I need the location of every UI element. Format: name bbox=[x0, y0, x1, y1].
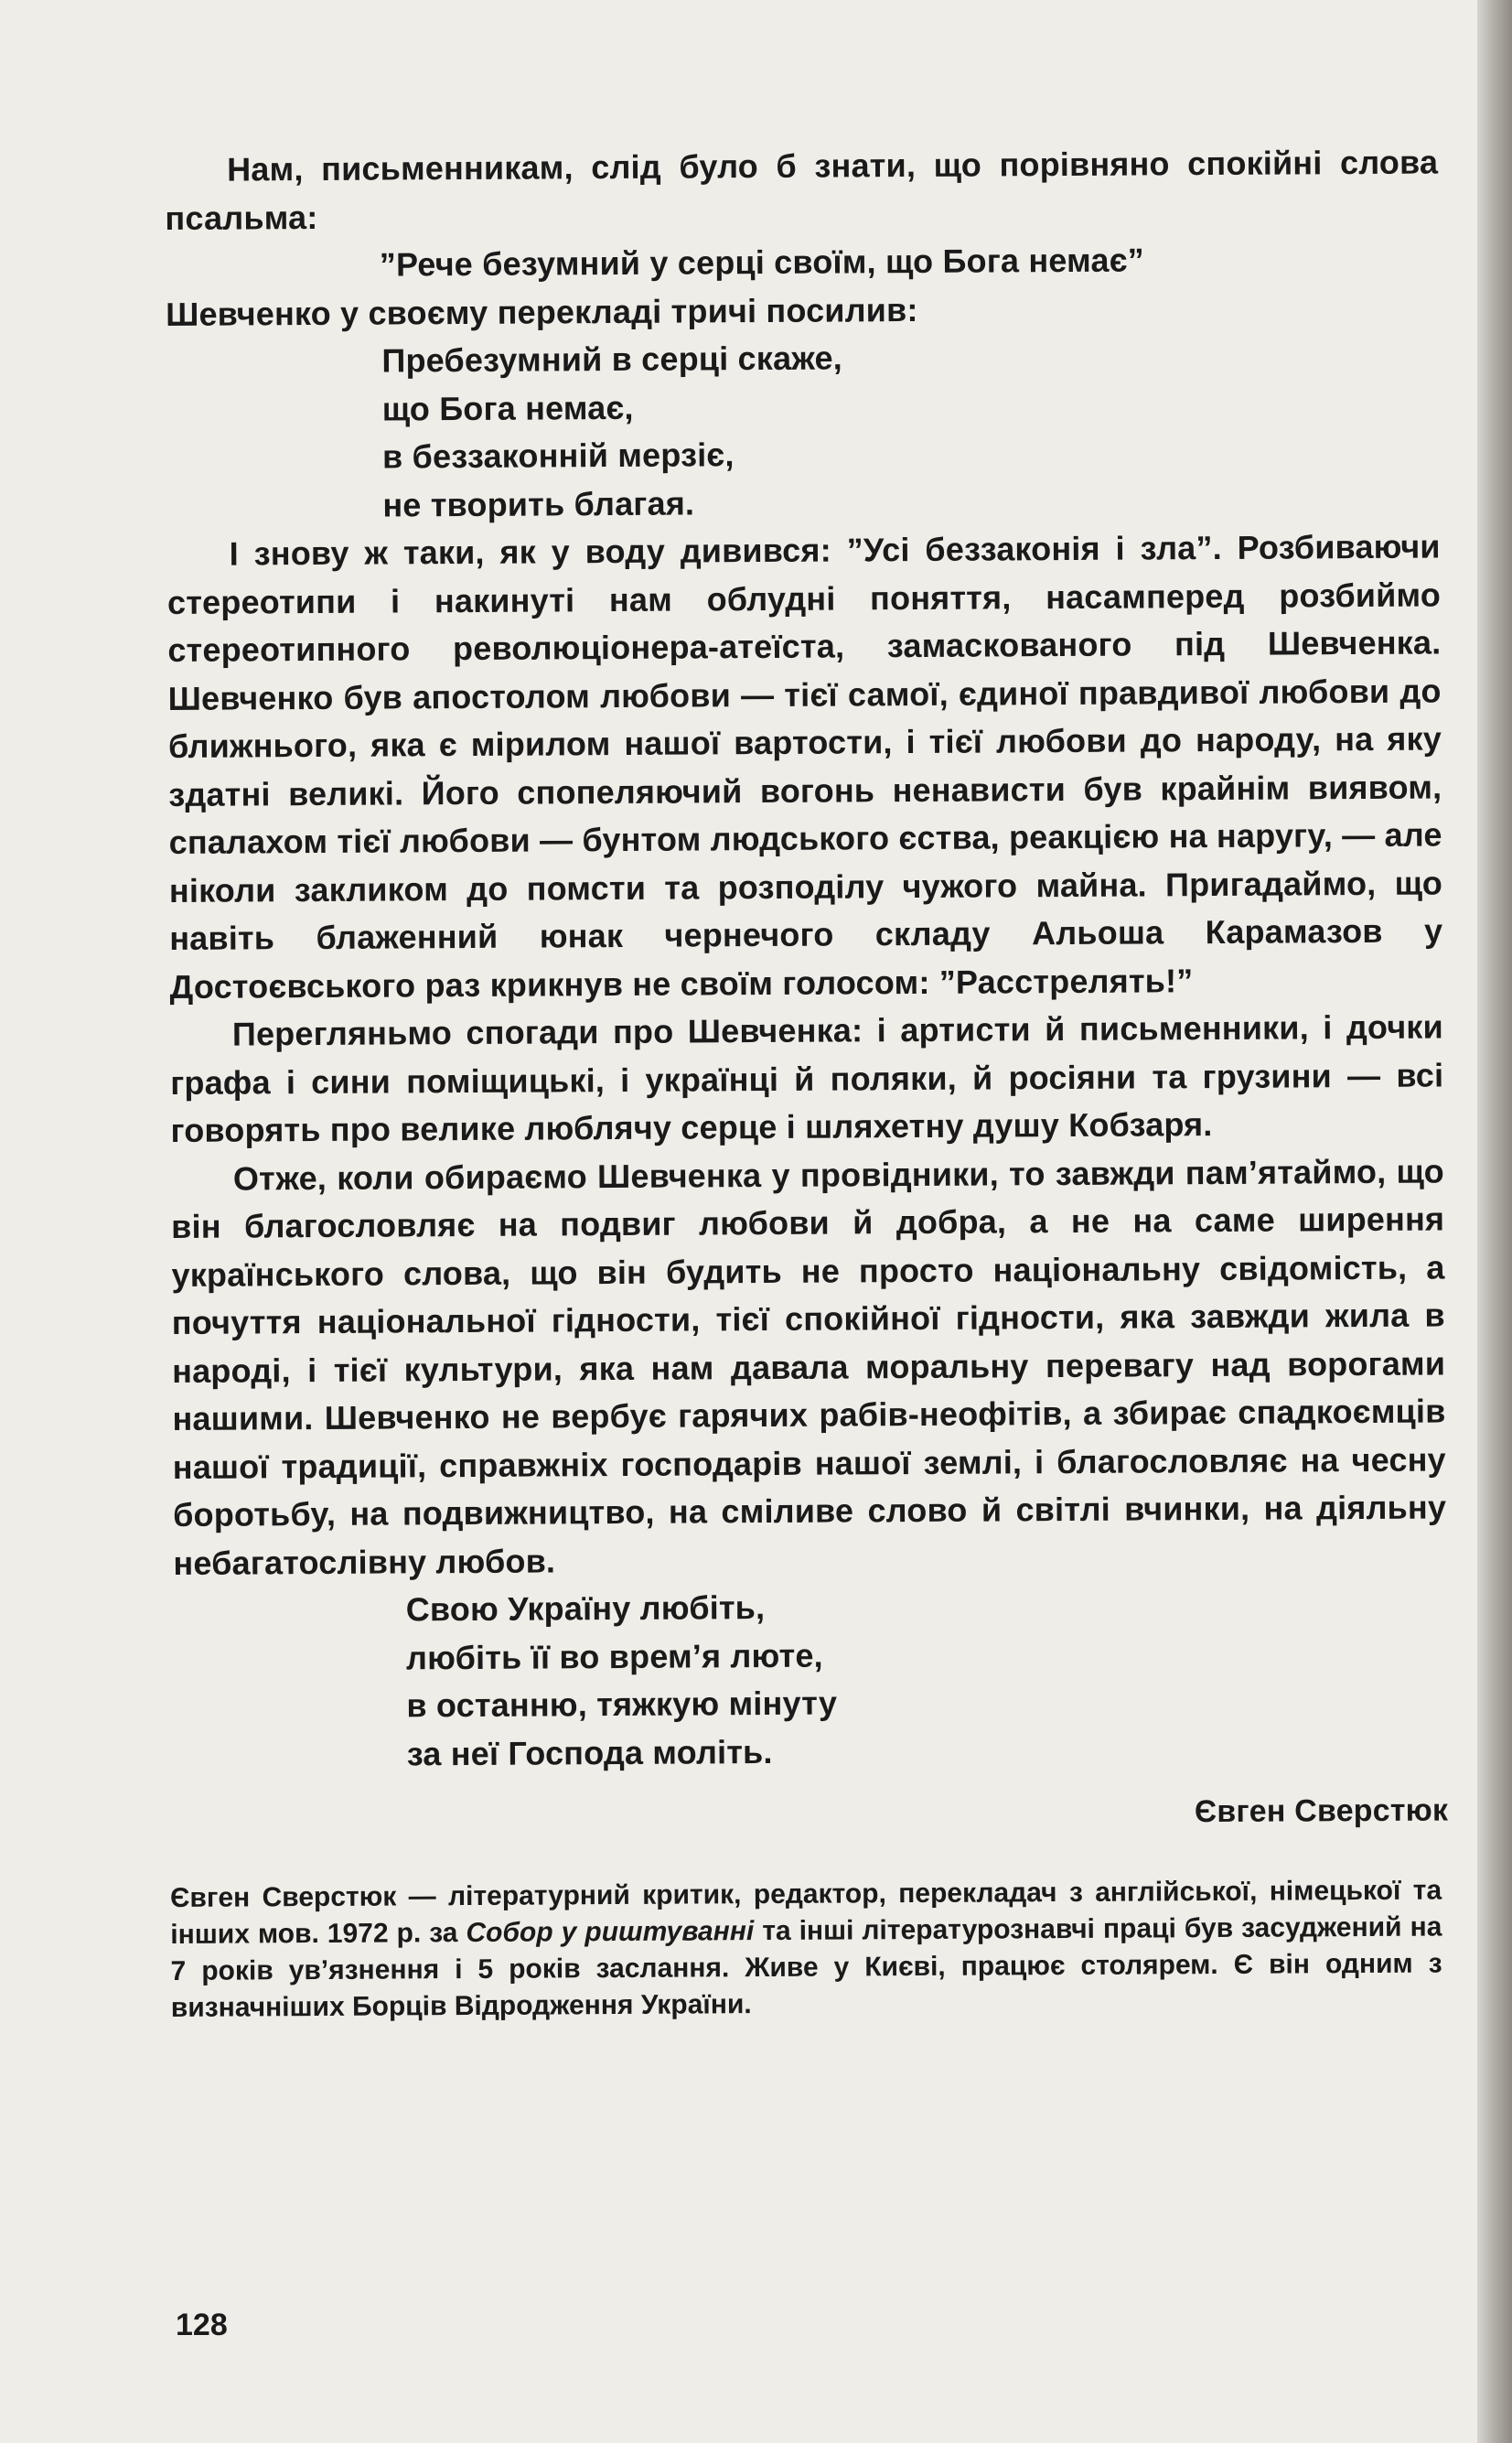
poem-line: в беззаконній мерзіє, bbox=[381, 436, 735, 476]
poem-line: Пребезумний в серці скаже, bbox=[381, 339, 843, 380]
poem-excerpt-1 bbox=[166, 330, 1440, 530]
poem-line: за неї Господа моліть. bbox=[406, 1732, 773, 1772]
poem-line: що Бога немає, bbox=[381, 388, 634, 428]
paragraph-after-quote: Шевченко у своєму перекладі тричі посилив: bbox=[165, 290, 918, 333]
paragraph-intro: Нам, письменникам, слід було б знати, що порівняно спокійні слова псальма: bbox=[165, 143, 1439, 237]
poem-excerpt-2 bbox=[174, 1579, 1448, 1779]
author-signature: Євген Сверстюк bbox=[1194, 1792, 1449, 1830]
poem-line: в останню, тяжкую мінуту bbox=[406, 1684, 838, 1725]
poem-line: не творить благая. bbox=[382, 483, 695, 524]
author-footnote bbox=[170, 1873, 1442, 2027]
paragraph-4: Отже, коли обираємо Шевченка у провідники, то завжди пам’ятаймо, що він благословляє на подвиг любови й добра, а не на саме ширення українського слова, що він будить не просто національну свідомість, а почуття національної гідности, тієї спокійної гідности, яка завжди жила в народі, і тієї культури, яка нам давала моральну перевагу над ворогами нашими. Шевченко не вербує гарячих рабів-неофітів, а збирає спадкоємців нашої традиції, справжніх господарів нашої землі, і благословляє на чесну боротьбу, на подвижництво, на сміливе слово й світлі вчинки, на діяльну небагатослівну любов. bbox=[171, 1151, 1447, 1582]
page-number: 128 bbox=[176, 2308, 228, 2342]
main-text bbox=[165, 138, 1448, 1842]
footnote-book-title: Собор у риштуванні bbox=[466, 1916, 755, 1949]
poem-line: Свою Україну любіть, bbox=[405, 1588, 766, 1629]
footnote-text-1: Євген Сверстюк — літературний критик, редактор, перекладач з англійської, німецької та інших мов. 1972 р. за bbox=[170, 1875, 1442, 1950]
paragraph-3: Перегляньмо спогади про Шевченка: і артисти й письменники, і дочки графа і сини поміщицькі, і українці й поляки, й росіяни та грузини — всі говорять про велике люблячу серце і шляхетну душу Кобзаря. bbox=[170, 1007, 1444, 1149]
psalm-quote: ”Рече безумний у серці своїм, що Бога немає” bbox=[379, 241, 1145, 284]
page-edge bbox=[1477, 0, 1512, 2443]
footnote-text-2: та інші літературознавчі праці був засуджений на 7 років ув’язнення і 5 років заслання. Живе у Києві, працює столярем. Є він одним з визначніших Борців Відродження України. bbox=[170, 1911, 1442, 2023]
poem-line: любіть її во врем’я люте, bbox=[405, 1636, 823, 1676]
paragraph-2: І знову ж таки, як у воду дивився: ”Усі беззаконія і зла”. Розбиваючи стереотипи і накинуті нам облудні поняття, насамперед розбиймо стереотипного революціонера-атеїста, замаскованого під Шевченка. Шевченко був апостолом любови — тієї самої, єдиної правдивої любови до ближнього, яка є мірилом нашої вартости, і тієї любови до народу, на яку здатні великі. Його спопеляючий вогонь ненависти був крайнім виявом, спалахом тієї любови — бунтом людського єства, реакцією на наругу, — але ніколи закликом до помсти та розподілу чужого майна. Пригадаймо, що навіть блаженний юнак чернечого складу Альоша Карамазов у Достоєвського раз крикнув не своїм голосом: ”Расстрелять!” bbox=[166, 527, 1443, 1006]
